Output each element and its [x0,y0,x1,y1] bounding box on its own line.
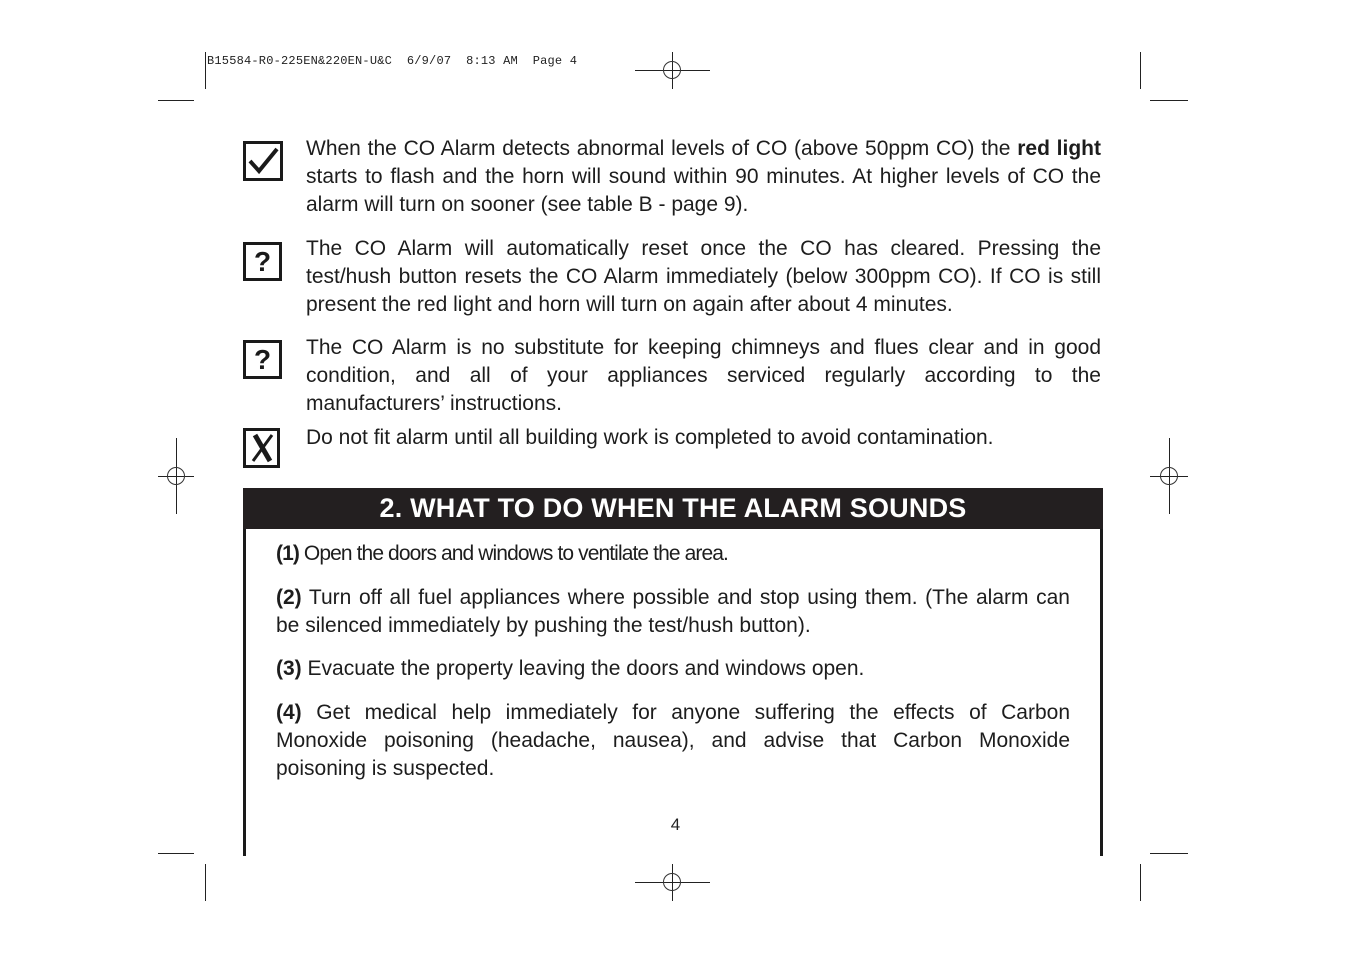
crop-mark-br-h [1150,853,1188,854]
print-slug [207,54,577,68]
step-3-text: Evacuate the property leaving the doors and windows open. [301,657,865,680]
note-building-work [306,424,1101,452]
slug-date: 6/9/07 [406,54,452,68]
slug-time: 8:13 AM [466,54,518,68]
slug-page: Page 4 [532,54,578,68]
note-1-bold: red light [1017,137,1101,160]
step-3 [276,655,1070,683]
note-1-text-before: When the CO Alarm detects abnormal levels of CO (above 50ppm CO) the [306,137,1018,160]
note-3-text: The CO Alarm is no substitute for keeping chimneys and flues clear and in good condition, and all of your appliances serviced regularly according to the manufacturers’ instructions. [306,336,1101,415]
step-4-number: (4) [276,701,302,724]
crop-mark-tl-v [205,52,206,89]
note-4-text: Do not fit alarm until all building work is completed to avoid contamination. [306,426,994,449]
step-2 [276,584,1070,640]
question-icon [243,340,282,379]
crop-mark-bl-h [158,853,194,854]
step-2-number: (2) [276,586,302,609]
step-1-text: Open the doors and windows to ventilate the area. [298,542,728,565]
section-title: 2. WHAT TO DO WHEN THE ALARM SOUNDS [243,488,1103,529]
crop-mark-tr-h [1150,100,1188,101]
step-4-text: Get medical help immediately for anyone suffering the effects of Carbon Monoxide poisoning (headache, nausea), and advise that Carbon Monoxide poisoning is suspected. [276,701,1070,780]
crop-mark-tl-h [158,100,194,101]
question-icon [243,242,282,281]
page-number: 4 [670,815,681,834]
question-icon-glyph: ? [253,343,272,375]
step-1-number: (1) [276,542,299,565]
crop-mark-bl-v [205,864,206,901]
crop-mark-tr-v [1140,52,1141,89]
slug-file: B15584-R0-225EN&220EN-U&C [207,54,393,68]
note-no-substitute [306,334,1101,418]
note-co-detection [306,135,1101,219]
cross-icon [243,428,280,468]
check-icon [243,141,283,181]
crop-mark-br-v [1140,864,1141,901]
note-2-text: The CO Alarm will automatically reset once the CO has cleared. Pressing the test/hush button resets the CO Alarm immediately (below 300ppm CO). If CO is still present the red light and horn will turn on again after about 4 minutes. [306,237,1101,316]
step-2-text: Turn off all fuel appliances where possible and stop using them. (The alarm can be silenced immediately by pushing the test/hush button). [276,586,1070,637]
step-3-number: (3) [276,657,302,680]
note-1-text-after: starts to flash and the horn will sound within 90 minutes. At higher levels of CO the alarm will turn on sooner (see table B - page 9). [306,165,1101,216]
step-1 [276,540,1070,568]
section-alarm-sounds [243,488,1103,856]
question-icon-glyph: ? [253,245,272,277]
step-4 [276,699,1070,783]
note-auto-reset [306,235,1101,319]
